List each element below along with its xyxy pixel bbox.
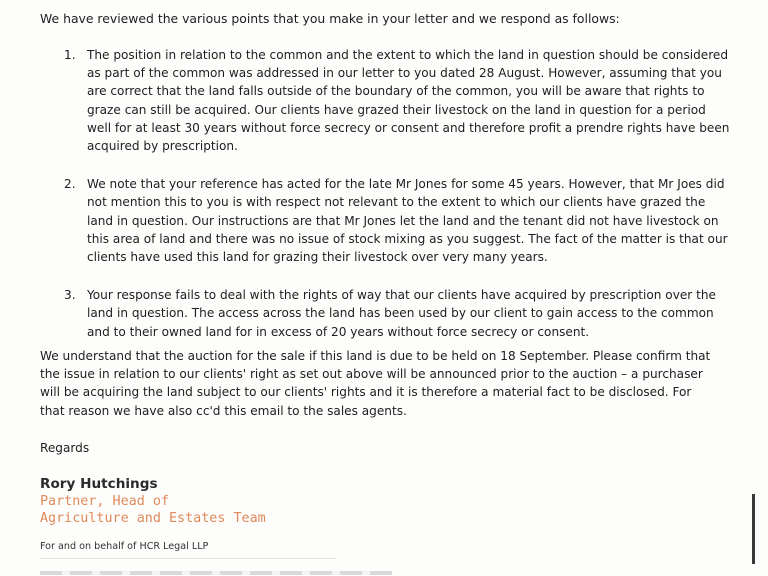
signer-title — [40, 493, 340, 527]
point-number: 3. — [64, 288, 76, 303]
point-number: 1. — [64, 48, 76, 62]
sign-off: Regards — [40, 441, 90, 455]
response-points-list — [40, 46, 730, 341]
response-point-2 — [40, 175, 730, 266]
response-point-1 — [40, 46, 730, 155]
point-text: Your response fails to deal with the rights of way that our clients have acquired by prescription over the land in question. The access across the land has been used by our client to gain access to the common and to their owned land for in excess of 20 years without force secrecy or consent. — [87, 288, 716, 339]
signature-rule — [40, 558, 336, 559]
point-text: The position in relation to the common and the extent to which the land in question should be considered as part of the common was addressed in our letter to you dated 28 August. However, assuming that you are correct that the land falls outside of the boundary of the common, you will be aware that rights to graze can still be acquired. Our clients have grazed their livestock on the land in question for a period well for at least 30 years without force secrecy or consent and therefore profit a prendre rights have been acquired by prescription. — [87, 48, 730, 154]
on-behalf-of-line: For and on behalf of HCR Legal LLP — [40, 541, 209, 552]
signer-title-line-2: Agriculture and Estates Team — [40, 511, 266, 526]
point-text: We note that your reference has acted for the late Mr Jones for some 45 years. However, that Mr Joes did not mention this to you is with respect not relevant to the extent to which our clients have grazed the land in question. Our instructions are that Mr Jones let the land and the tenant did not have livestock on this area of land and there was no issue of stock mixing as you suggest. The fact of the matter is that our clients have used this land for grazing their livestock over very many years. — [87, 177, 728, 265]
point-number: 2. — [64, 177, 76, 192]
scan-edge-mark — [752, 494, 755, 564]
closing-paragraph: We understand that the auction for the sale if this land is due to be held on 18 September. Please confirm that the issue in relation to our clients' right as set out above will be announced prior to the auction – a purchaser will be acquiring the land subject to our clients' rights and it is therefore a material fact to be disclosed. For that reason we have also cc'd this email to the sales agents. — [40, 349, 711, 418]
intro-paragraph: We have reviewed the various points that you make in your letter and we respond as follows: — [40, 11, 620, 26]
signer-name: Rory Hutchings — [40, 476, 158, 492]
scan-artifact — [40, 571, 392, 575]
response-point-3 — [40, 286, 730, 341]
signer-title-line-1: Partner, Head of — [40, 494, 169, 509]
